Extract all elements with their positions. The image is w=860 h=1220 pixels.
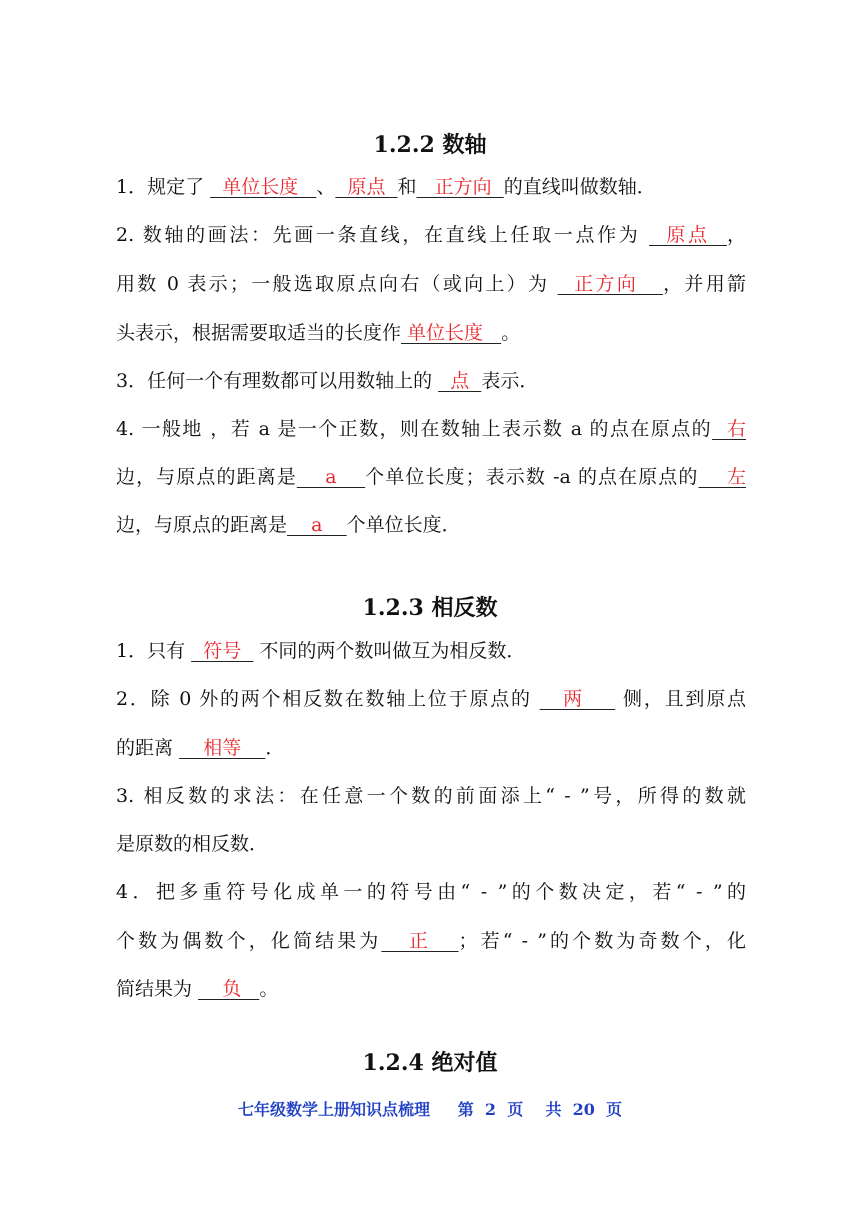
text: 个单位长度；表示数 -a 的点在原点的	[365, 466, 699, 488]
text: 1．规定了	[116, 176, 211, 198]
answer-blank: 两	[539, 688, 616, 710]
text: 头表示，根据需要取适当的长度作	[116, 322, 402, 344]
paragraph-line	[116, 416, 746, 442]
answer-blank: a	[296, 466, 366, 488]
answer-blank: 单位长度	[401, 322, 502, 344]
text: 是原数的相反数．	[116, 833, 269, 855]
text: 。	[501, 322, 521, 344]
text: 2．除 0 外的两个相反数在数轴上位于原点的	[116, 688, 540, 710]
text: 用数 0 表示；一般选取原点向右（或向上）为	[116, 273, 558, 295]
answer-blank: 正	[381, 930, 459, 952]
text: ，并用箭	[663, 273, 746, 295]
paragraph-line	[116, 320, 746, 346]
text: 4．把多重符号化成单一的符号由“ - ”的个数决定，若“ - ”的	[116, 881, 746, 903]
text: 3．任何一个有理数都可以用数轴上的	[116, 370, 439, 392]
text: 个数为偶数个，化简结果为	[116, 930, 382, 952]
text: ．	[265, 737, 285, 759]
text: 。	[259, 978, 279, 1000]
answer-blank: 负	[198, 978, 260, 1000]
paragraph-line	[116, 686, 746, 712]
text: 边，与原点的距离是	[116, 466, 297, 488]
page-footer: 七年级数学上册知识点梳理 第 2 页 共 20 页	[237, 1100, 623, 1119]
answer-blank: 原点	[649, 224, 727, 246]
answer-blank: 左	[698, 466, 746, 488]
text: 3. 相反数的求法：在任意一个数的前面添上“ - ”号，所得的数就	[116, 785, 746, 807]
text: 的直线叫做数轴．	[503, 176, 656, 198]
answer-blank: 正方向	[557, 273, 664, 295]
paragraph-line	[116, 783, 746, 809]
paragraph-line	[116, 879, 746, 905]
text: 的距离	[116, 737, 180, 759]
answer-blank: 点	[438, 370, 482, 392]
paragraph-line	[116, 271, 746, 297]
section-heading-opposite-numbers: 1.2.3 相反数	[362, 595, 498, 621]
text: 简结果为	[116, 978, 199, 1000]
text: ，	[726, 224, 746, 246]
text: 侧，且到原点	[615, 688, 747, 710]
text: 、	[316, 176, 336, 198]
section-heading-absolute-value: 1.2.4 绝对值	[362, 1050, 498, 1076]
answer-blank: 相等	[179, 737, 266, 759]
text: 2. 数轴的画法：先画一条直线，在直线上任取一点作为	[116, 224, 650, 246]
answer-blank: a	[287, 514, 347, 536]
paragraph-line	[116, 174, 746, 200]
answer-blank: 正方向	[416, 176, 504, 198]
section-heading-number-line: 1.2.2 数轴	[373, 132, 487, 158]
text: 个单位长度．	[346, 514, 461, 536]
paragraph-line	[116, 735, 746, 761]
answer-blank: 单位长度	[210, 176, 317, 198]
paragraph-line	[116, 464, 746, 490]
text: 和	[397, 176, 417, 198]
text: 表示．	[481, 370, 539, 392]
paragraph-line	[116, 222, 746, 248]
paragraph-line	[116, 512, 746, 538]
text: ；若“ - ”的个数为奇数个，化	[458, 930, 746, 952]
text: 不同的两个数叫做互为相反数．	[253, 640, 526, 662]
paragraph-line	[116, 638, 746, 664]
answer-blank: 原点	[335, 176, 398, 198]
text: 4. 一般地 ，若 a 是一个正数，则在数轴上表示数 a 的点在原点的	[116, 418, 713, 440]
paragraph-line	[116, 368, 746, 394]
answer-blank: 符号	[191, 640, 254, 662]
paragraph-line	[116, 928, 746, 954]
answer-blank: 右	[712, 418, 746, 440]
paragraph-line	[116, 976, 746, 1002]
paragraph-line	[116, 831, 746, 857]
text: 边，与原点的距离是	[116, 514, 288, 536]
text: 1．只有	[116, 640, 192, 662]
